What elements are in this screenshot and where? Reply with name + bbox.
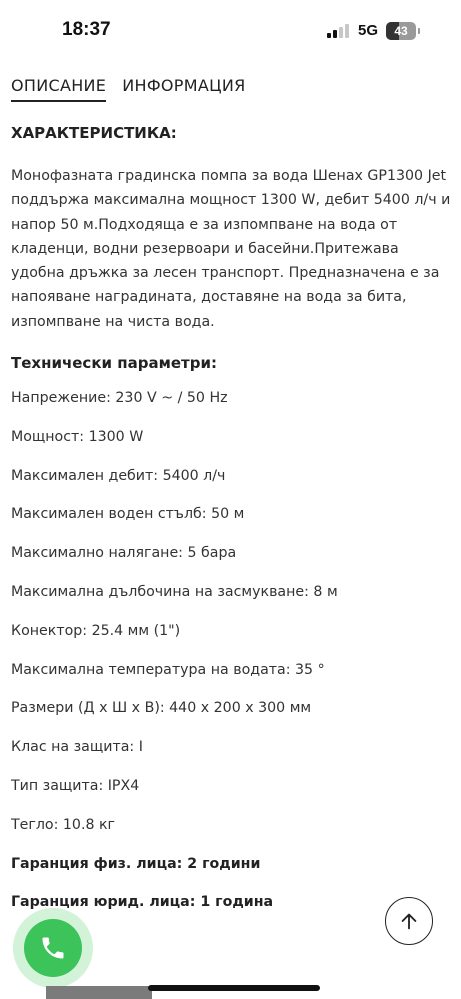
spec-voltage: Напрежение: 230 V ~ / 50 Hz (11, 390, 228, 407)
spec-max-pressure: Максимално налягане: 5 бара (11, 545, 237, 562)
call-button[interactable] (24, 919, 82, 977)
tab-information[interactable]: ИНФОРМАЦИЯ (122, 76, 246, 95)
signal-icon (327, 24, 351, 38)
bottom-bar-strip (46, 986, 152, 999)
spec-max-temperature: Максимална температура на водата: 35 ° (11, 661, 325, 678)
status-bar (0, 0, 461, 62)
scroll-to-top-button[interactable] (385, 897, 433, 945)
spec-title: Технически параметри: (11, 354, 217, 373)
warranty-company: Гаранция юрид. лица: 1 година (11, 894, 274, 911)
status-time: 18:37 (62, 19, 111, 40)
spec-protection-class: Клас на защита: I (11, 739, 143, 756)
description-content (11, 124, 456, 933)
battery-icon (386, 22, 416, 40)
spec-protection-type: Тип защита: IPX4 (11, 778, 140, 795)
product-tabs (11, 76, 246, 102)
spec-connector: Конектор: 25.4 мм (1") (11, 622, 181, 639)
spec-max-head: Максимален воден стълб: 50 м (11, 506, 245, 523)
description-paragraph: Монофазната градинска помпа за вода Шенах GP1300 Jet поддържа максимална мощност 1300 W, дебит 5400 л/ч и напор 50 м.Подходяща е за изпомпване на вода от кладенци, водни резервоари и басейни.Притежава удобна дръжка за лесен транспорт. Предназначена е за напояване наградината, доставяне на вода за бита, изпомпване на чиста вода. (11, 168, 451, 330)
spec-power: Мощност: 1300 W (11, 428, 144, 445)
phone-icon (39, 934, 67, 962)
spec-dimensions: Размери (Д х Ш х В): 440 x 200 x 300 мм (11, 700, 312, 717)
spec-weight: Тегло: 10.8 кг (11, 816, 116, 833)
battery-nub (418, 28, 420, 34)
tab-description[interactable]: ОПИСАНИЕ (11, 76, 106, 102)
home-indicator[interactable] (148, 985, 320, 991)
network-type: 5G (358, 22, 379, 39)
spec-suction-depth: Максимална дълбочина на засмукване: 8 м (11, 584, 338, 601)
spec-max-flow: Максимален дебит: 5400 л/ч (11, 467, 226, 484)
arrow-up-icon (398, 910, 420, 932)
battery-level: 43 (394, 24, 408, 38)
warranty-person: Гаранция физ. лица: 2 години (11, 855, 261, 872)
section-heading: ХАРАКТЕРИСТИКА: (11, 124, 177, 142)
